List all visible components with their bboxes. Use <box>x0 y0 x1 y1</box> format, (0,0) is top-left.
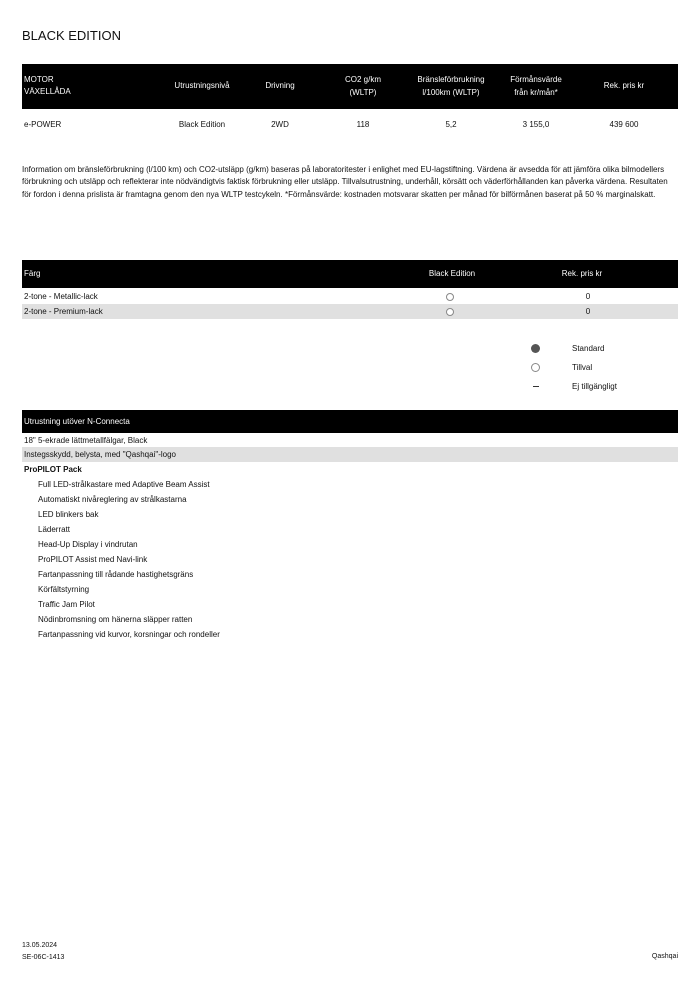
dash-icon <box>533 386 539 387</box>
equipment-header <box>22 410 678 433</box>
price-table-row <box>22 118 678 132</box>
equipment-header-label: Utrustning utöver N-Connecta <box>24 417 130 426</box>
footer-date: 13.05.2024 <box>22 942 58 949</box>
header-color-price: Rek. pris kr <box>561 269 603 278</box>
row-benefit: 3 155,0 <box>522 120 550 129</box>
pack-item: Traffic Jam Pilot <box>38 600 95 609</box>
color-label: 2-tone - Premium-lack <box>24 307 103 316</box>
header-fuel: Bränsleförbrukning <box>417 75 485 84</box>
pack-item: Läderratt <box>38 525 71 534</box>
legend-optional: Tillval <box>572 363 593 372</box>
color-table-header <box>22 260 678 288</box>
color-row-metallic <box>22 289 678 304</box>
header-co2-unit: (WLTP) <box>349 88 377 97</box>
row-fuel: 5,2 <box>445 120 457 129</box>
row-price: 439 600 <box>609 120 639 129</box>
header-color-trim: Black Edition <box>428 269 476 278</box>
pack-item: Automatiskt nivåreglering av strålkastarna <box>38 495 187 504</box>
pack-item: Nödinbromsning om hänerna släpper ratten <box>38 615 193 624</box>
equipment-item <box>22 433 678 448</box>
color-price: 0 <box>585 307 591 316</box>
color-price: 0 <box>585 292 591 301</box>
pack-item: Head-Up Display i vindrutan <box>38 540 138 549</box>
optional-circle-icon <box>446 293 454 301</box>
pack-item: Fartanpassning till rådande hastighetsgräns <box>38 570 194 579</box>
standard-dot-icon <box>531 344 540 353</box>
header-price: Rek. pris kr <box>603 81 645 90</box>
legend-unavailable: Ej tillgängligt <box>572 382 617 391</box>
info-text: Information om bränsleförbrukning (l/100 km) och CO2-utsläpp (g/km) baseras på laboratoritester i enlighet med EU-lagstiftning. Värdena är avsedda för att jämföra olika bilmodellers förbrukning och utsläpp och reflekterar inte nödvändigtvis faktisk förbrukning eller utsläpp. Tillvalsutrustning, underhåll, körsätt och väderförhållanden kan påverka värdena. Resultaten för fordon i denna prislista är framtagna genom den nya WLTP testcykeln. *Förmånsvärde: kostnaden motsvarar skatten per månad för bilförmånen baserat på 50 % marginalskatt. <box>22 165 668 199</box>
optional-circle-icon <box>446 308 454 316</box>
header-fuel-unit: l/100km (WLTP) <box>422 88 480 97</box>
pack-item: ProPILOT Assist med Navi-link <box>38 555 148 564</box>
footer-model: Qashqai <box>651 953 678 960</box>
pack-item: Fartanpassning vid kurvor, korsningar och rondeller <box>38 630 220 639</box>
row-co2: 118 <box>356 120 370 129</box>
header-gearbox: VÄXELLÅDA <box>24 87 71 96</box>
pack-item: LED blinkers bak <box>38 510 99 519</box>
pack-item: Full LED-strålkastare med Adaptive Beam Assist <box>38 480 210 489</box>
header-co2: CO2 g/km <box>344 75 381 84</box>
price-table-header <box>22 64 678 109</box>
equipment-item-label: 18" 5-ekrade lättmetallfälgar, Black <box>24 436 148 445</box>
footer-code: SE-06C-1413 <box>22 954 65 961</box>
header-color: Färg <box>24 269 41 278</box>
header-trim: Utrustningsnivå <box>174 81 230 90</box>
color-label: 2-tone - Metallic-lack <box>24 292 98 301</box>
page-title: BLACK EDITION <box>22 28 121 43</box>
color-row-premium <box>22 304 678 319</box>
optional-circle-icon <box>531 363 540 372</box>
row-drive: 2WD <box>271 120 289 129</box>
header-benefit: Förmånsvärde <box>510 75 562 84</box>
row-trim: Black Edition <box>178 120 226 129</box>
equipment-item <box>22 447 678 462</box>
header-benefit-unit: från kr/mån* <box>514 88 558 97</box>
row-motor: e-POWER <box>24 120 62 129</box>
header-motor: MOTOR <box>24 75 54 84</box>
equipment-item-label: Instegsskydd, belysta, med "Qashqai"-logo <box>24 450 176 459</box>
pack-item: Körfältstyrning <box>38 585 90 594</box>
header-drive: Drivning <box>265 81 295 90</box>
pack-title: ProPILOT Pack <box>24 465 82 474</box>
legend-standard: Standard <box>572 344 605 353</box>
